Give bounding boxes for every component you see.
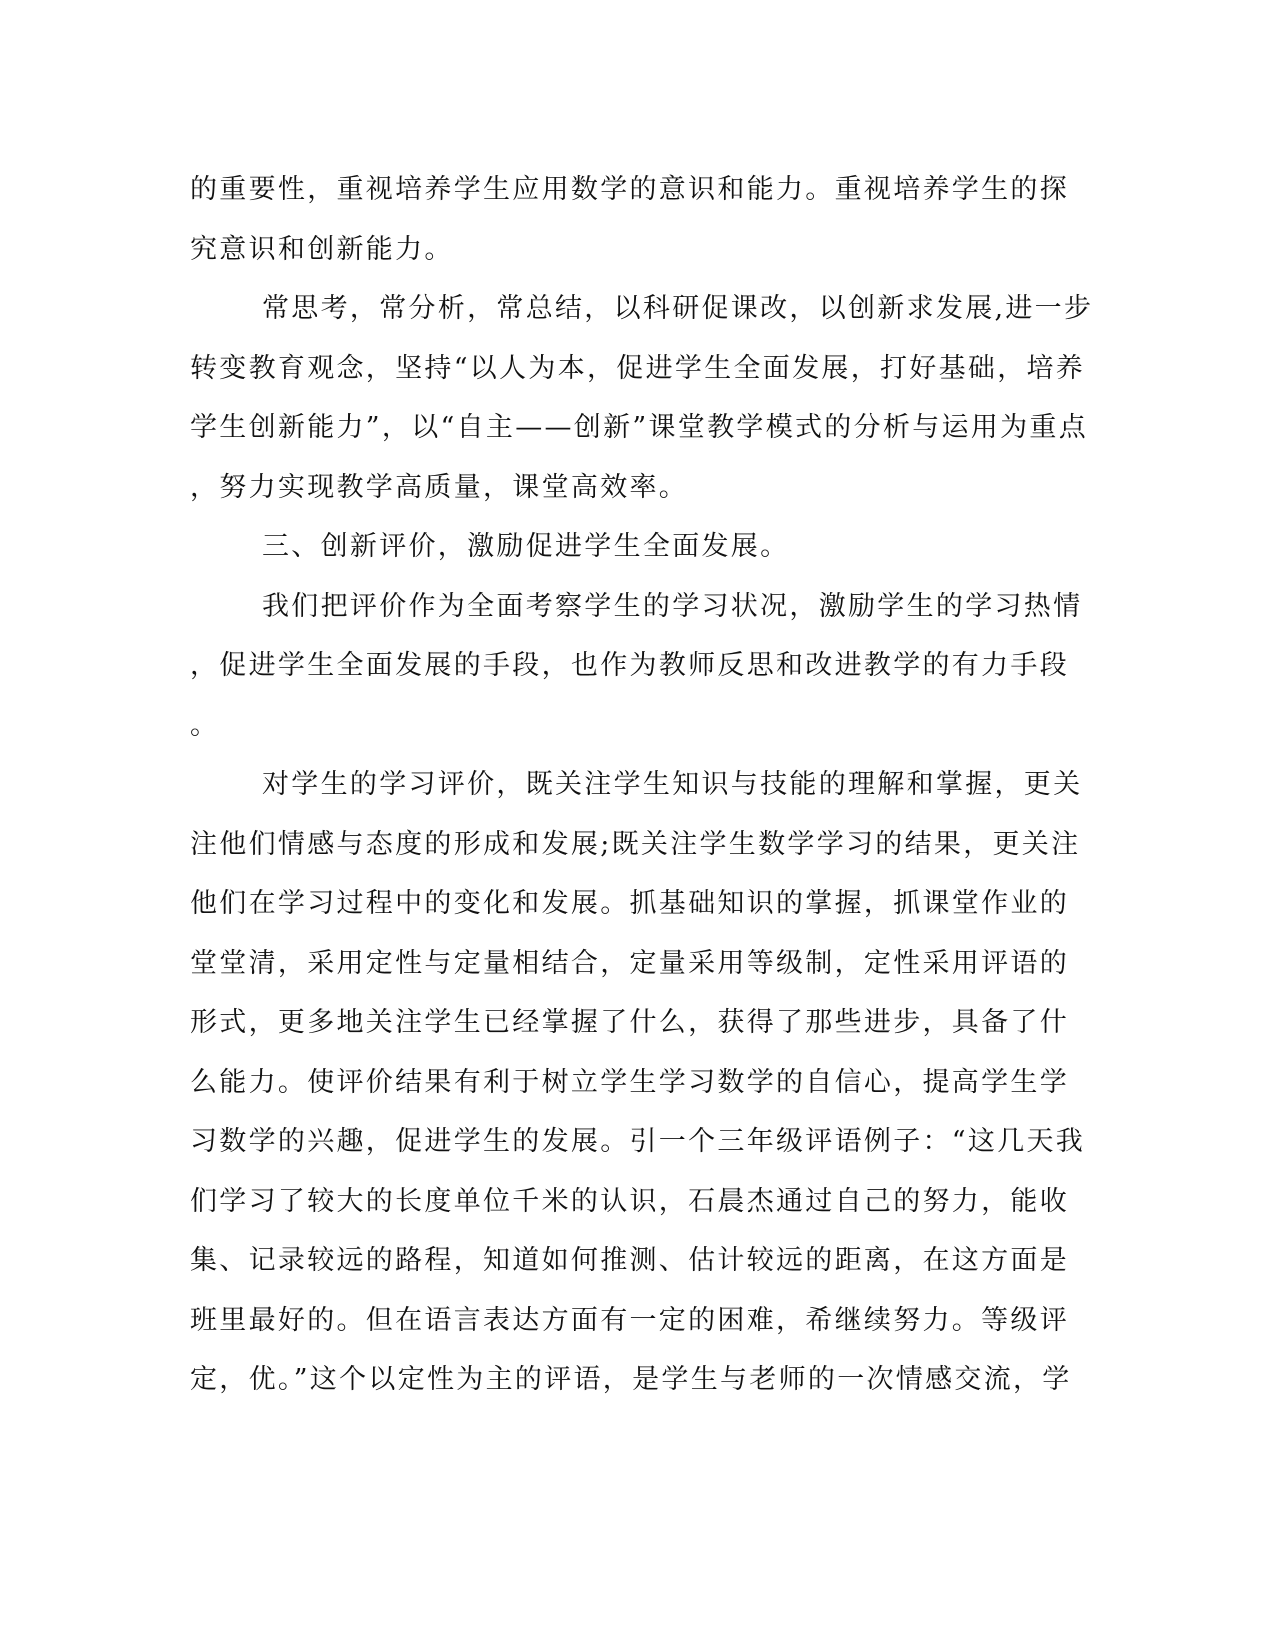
text-line: 形式，更多地关注学生已经掌握了什么，获得了那些进步，具备了什 <box>190 1007 1069 1038</box>
section-heading: 三、创新评价，激励促进学生全面发展。 <box>262 531 790 562</box>
text-line: 的重要性，重视培养学生应用数学的意识和能力。重视培养学生的探 <box>190 174 1069 205</box>
text-line: 常思考，常分析，常总结，以科研促课改，以创新求发展,进一步 <box>262 293 1094 324</box>
text-line: 究意识和创新能力。 <box>190 233 454 265</box>
text-line: 么能力。使评价结果有利于树立学生学习数学的自信心，提高学生学 <box>190 1066 1069 1098</box>
text-line: 对学生的学习评价，既关注学生知识与技能的理解和掌握，更关 <box>262 769 1083 800</box>
text-line: 们学习了较大的长度单位千米的认识，石晨杰通过自己的努力，能收 <box>190 1185 1069 1217</box>
text-line: ，努力实现教学高质量，课堂高效率。 <box>190 471 689 503</box>
text-line: 转变教育观念，坚持“以人为本，促进学生全面发展，打好基础，培养 <box>190 352 1086 384</box>
text-line: 定，优。”这个以定性为主的评语，是学生与老师的一次情感交流，学 <box>190 1364 1072 1395</box>
text-line: 集、记录较远的路程，知道如何推测、估计较远的距离，在这方面是 <box>190 1245 1069 1276</box>
text-line: 他们在学习过程中的变化和发展。抓基础知识的掌握，抓课堂作业的 <box>190 888 1069 919</box>
text-line: 学生创新能力”，以“自主——创新”课堂教学模式的分析与运用为重点 <box>190 412 1089 443</box>
text-line: 堂堂清，采用定性与定量相结合，定量采用等级制，定性采用评语的 <box>190 947 1069 979</box>
text-line: 。 <box>190 709 220 741</box>
text-line: ，促进学生全面发展的手段，也作为教师反思和改进教学的有力手段 <box>190 650 1069 681</box>
text-line: 习数学的兴趣，促进学生的发展。引一个三年级评语例子：“这几天我 <box>190 1126 1086 1157</box>
text-line: 班里最好的。但在语言表达方面有一定的困难，希继续努力。等级评 <box>190 1304 1069 1336</box>
text-line: 我们把评价作为全面考察学生的学习状况，激励学生的学习热情 <box>262 590 1083 622</box>
body-text <box>190 160 1094 1410</box>
text-line: 注他们情感与态度的形成和发展;既关注学生数学学习的结果，更关注 <box>190 828 1081 860</box>
